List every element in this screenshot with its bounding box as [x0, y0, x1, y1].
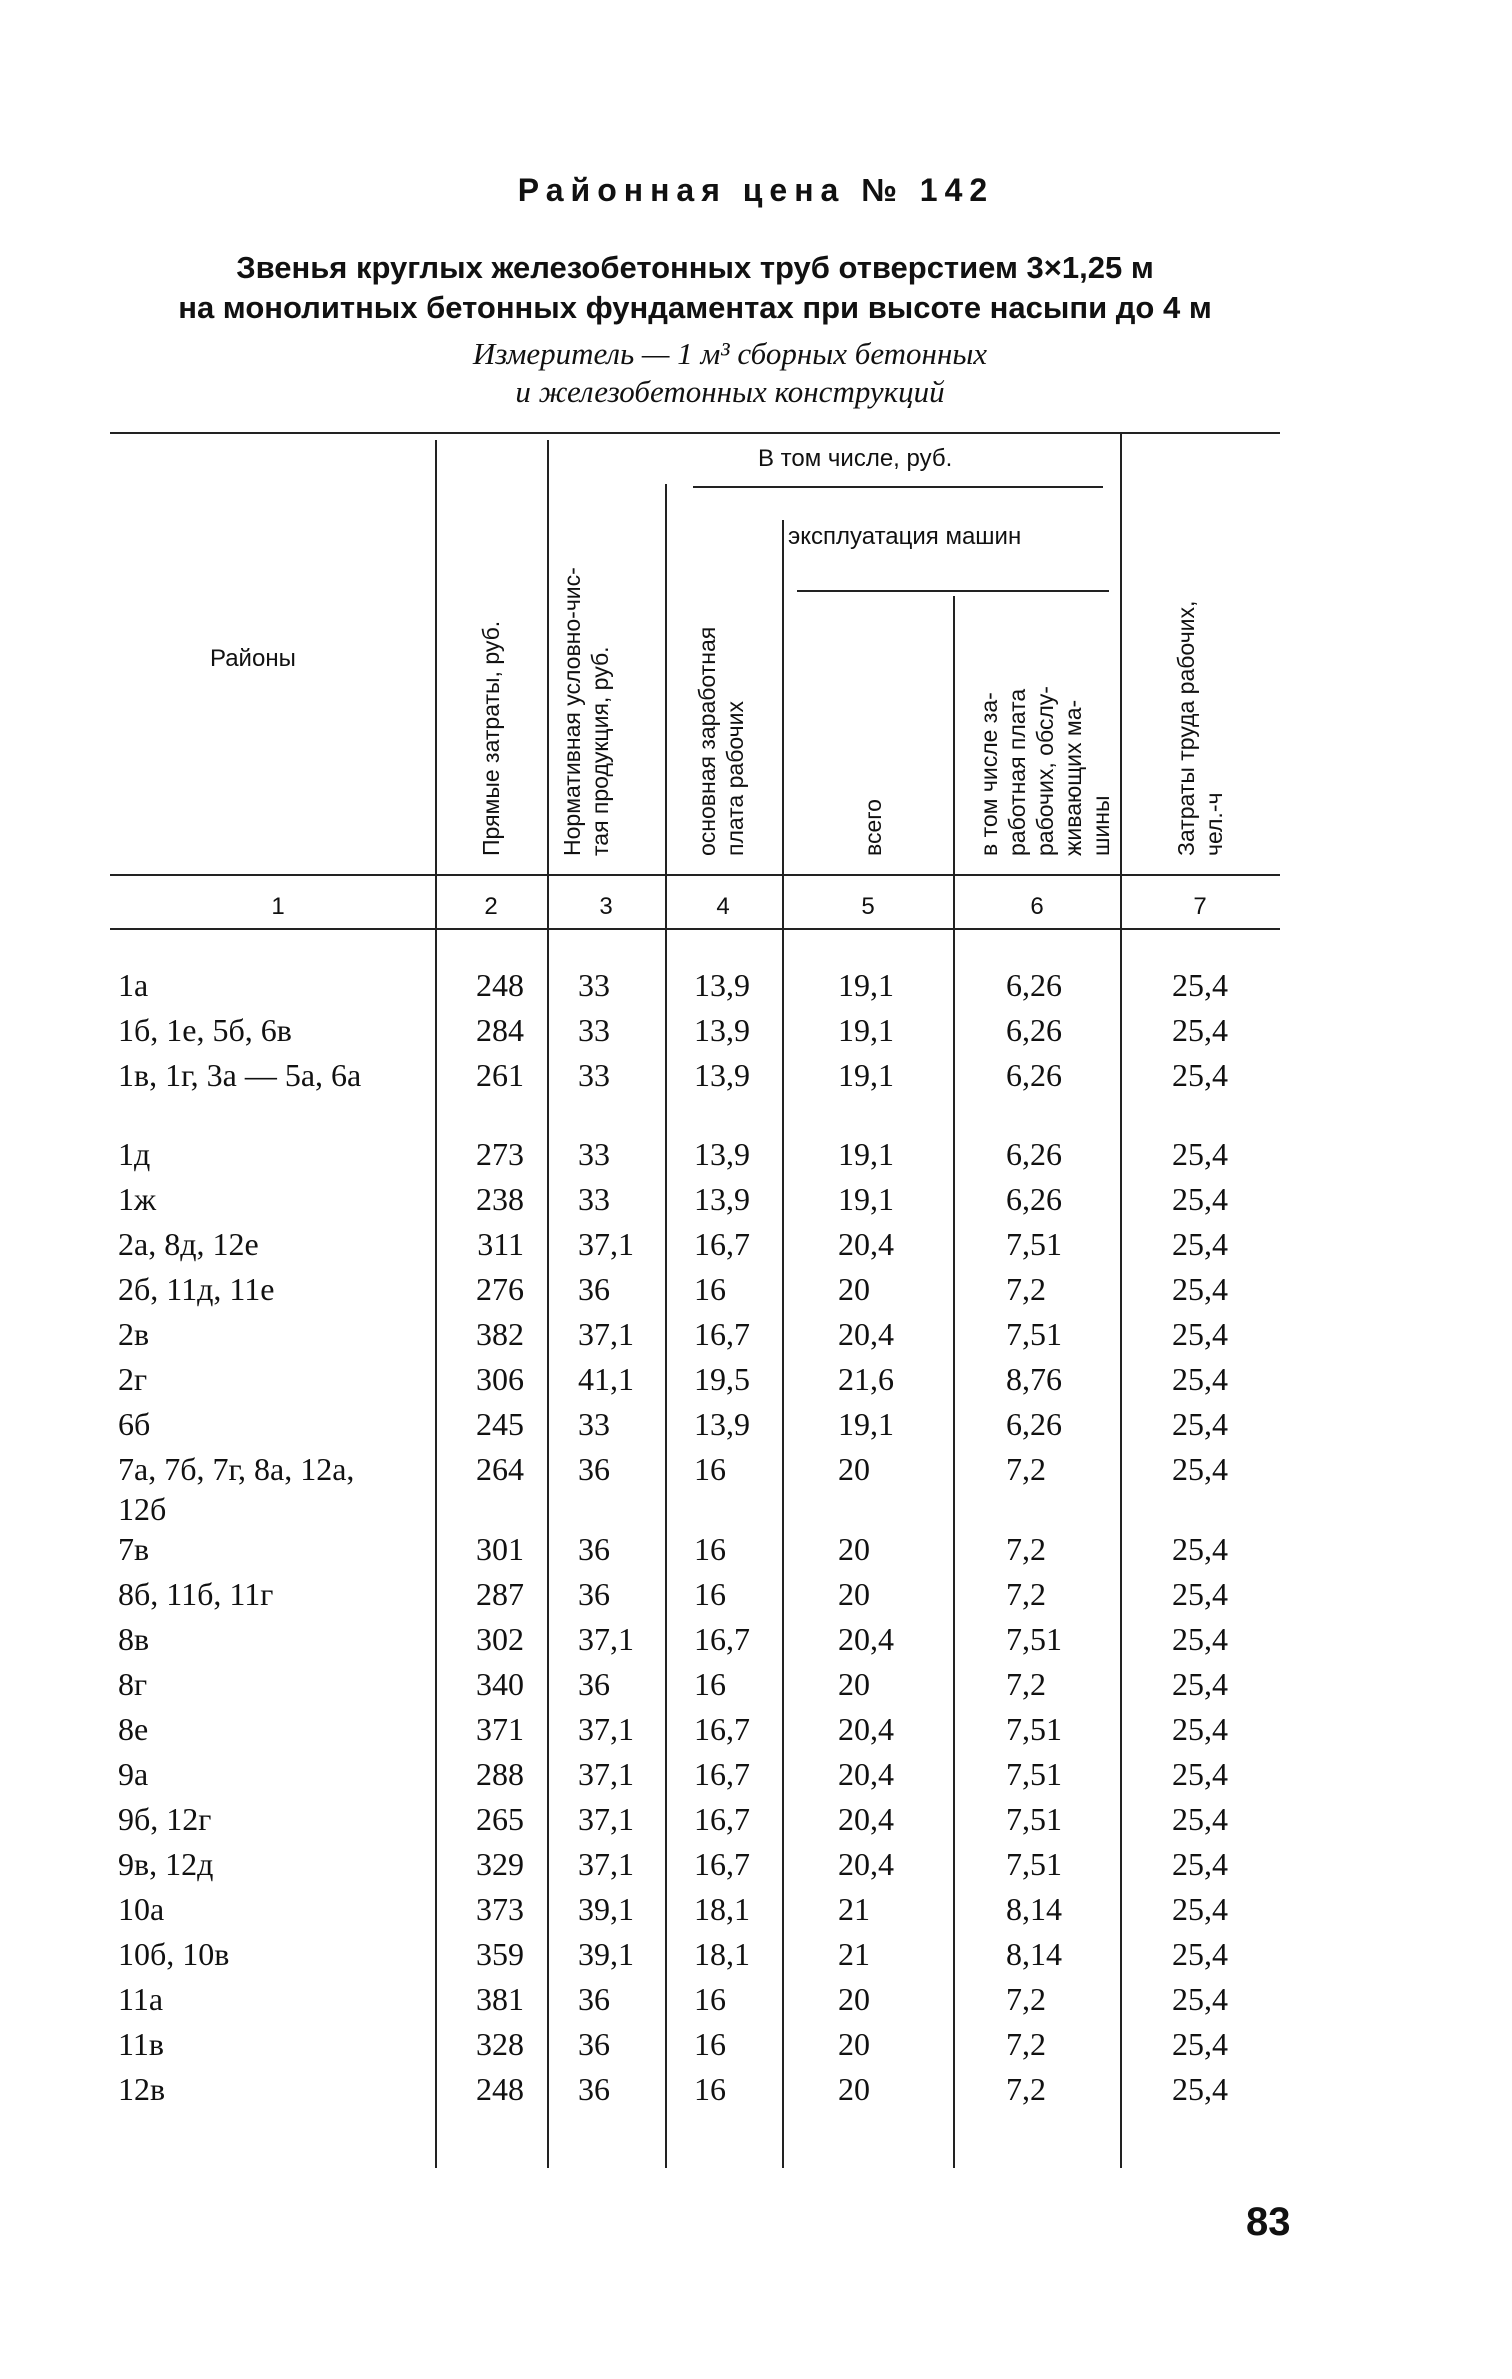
- table-row: 2г 306 41,1 19,5 21,6 8,76 25,4: [118, 1361, 1228, 1397]
- table-row: 8е 371 37,1 16,7 20,4 7,51 25,4: [118, 1711, 1228, 1747]
- subtitle-line-2: на монолитных бетонных фундаментах при высоте насыпи до 4 м: [178, 290, 1212, 325]
- measure-unit: [300, 335, 1160, 411]
- column-number: 3: [599, 893, 613, 920]
- measure-line-1: Измеритель — 1 м³ сборных бетонных: [472, 336, 988, 371]
- column-number: 1: [271, 893, 285, 920]
- header-incl-wages: в том числе за- работная плата рабочих, обслу- живающих ма- шины: [976, 686, 1114, 856]
- table-row: 2б, 11д, 11е 276 36 16 20 7,2 25,4: [118, 1271, 1228, 1307]
- table-row: 11в 328 36 16 20 7,2 25,4: [118, 2026, 1228, 2062]
- header-regions: Районы: [210, 645, 296, 672]
- table-row: 1в, 1г, 3а — 5а, 6а 261 33 13,9 19,1 6,26 25,4: [118, 1057, 1228, 1093]
- column-number: 5: [861, 893, 875, 920]
- incl-divider: [693, 486, 1103, 488]
- table-row: 11а 381 36 16 20 7,2 25,4: [118, 1981, 1228, 2017]
- table-row: 10а 373 39,1 18,1 21 8,14 25,4: [118, 1891, 1228, 1927]
- header-labor: Затраты труда рабочих, чел.-ч: [1173, 600, 1227, 856]
- table-row: 2а, 8д, 12е 311 37,1 16,7 20,4 7,51 25,4: [118, 1226, 1228, 1262]
- column-number: 7: [1193, 893, 1207, 920]
- table-row: 7в 301 36 16 20 7,2 25,4: [118, 1531, 1228, 1567]
- table-row: 10б, 10в 359 39,1 18,1 21 8,14 25,4: [118, 1936, 1228, 1972]
- header-total: всего: [860, 799, 886, 856]
- header-normative: Нормативная условно-чис- тая продукция, руб.: [559, 567, 613, 856]
- table-row: 1а 248 33 13,9 19,1 6,26 25,4: [118, 967, 1228, 1003]
- header-direct-costs: Прямые затраты, руб.: [478, 620, 504, 856]
- table-row: 9б, 12г 265 37,1 16,7 20,4 7,51 25,4: [118, 1801, 1228, 1837]
- numbers-bottom-rule: [110, 928, 1280, 930]
- header-machines: эксплуатация машин: [788, 523, 1022, 550]
- subtitle-line-1: Звенья круглых железобетонных труб отверстием 3×1,25 м: [236, 250, 1154, 285]
- table-row: 8г 340 36 16 20 7,2 25,4: [118, 1666, 1228, 1702]
- machines-divider: [797, 590, 1109, 592]
- table-row: 7а, 7б, 7г, 8а, 12а, 264 36 16 20 7,2 25,4: [118, 1451, 1228, 1487]
- table-row: 8б, 11б, 11г 287 36 16 20 7,2 25,4: [118, 1576, 1228, 1612]
- table-row: 12б: [118, 1491, 167, 1527]
- table-row: 2в 382 37,1 16,7 20,4 7,51 25,4: [118, 1316, 1228, 1352]
- table-row: 1ж 238 33 13,9 19,1 6,26 25,4: [118, 1181, 1228, 1217]
- table-row: 1б, 1е, 5б, 6в 284 33 13,9 19,1 6,26 25,4: [118, 1012, 1228, 1048]
- table-row: 9а 288 37,1 16,7 20,4 7,51 25,4: [118, 1756, 1228, 1792]
- column-number: 2: [484, 893, 498, 920]
- table-row: 9в, 12д 329 37,1 16,7 20,4 7,51 25,4: [118, 1846, 1228, 1882]
- column-number: 6: [1030, 893, 1044, 920]
- header-wages: основная заработная плата рабочих: [694, 626, 748, 856]
- table-row: 6б 245 33 13,9 19,1 6,26 25,4: [118, 1406, 1228, 1442]
- table-top-rule: [110, 432, 1280, 434]
- column-number: 4: [716, 893, 730, 920]
- page-number: 83: [1246, 2200, 1291, 2244]
- table-row: 12в 248 36 16 20 7,2 25,4: [118, 2071, 1228, 2107]
- page-title: Районная цена № 142: [517, 172, 995, 208]
- table-row: 1д 273 33 13,9 19,1 6,26 25,4: [118, 1136, 1228, 1172]
- measure-line-2: и железобетонных конструкций: [515, 374, 945, 409]
- table-row: 8в 302 37,1 16,7 20,4 7,51 25,4: [118, 1621, 1228, 1657]
- header-bottom-rule: [110, 874, 1280, 876]
- header-incl: В том числе, руб.: [758, 445, 953, 472]
- document-subtitle: [110, 248, 1280, 328]
